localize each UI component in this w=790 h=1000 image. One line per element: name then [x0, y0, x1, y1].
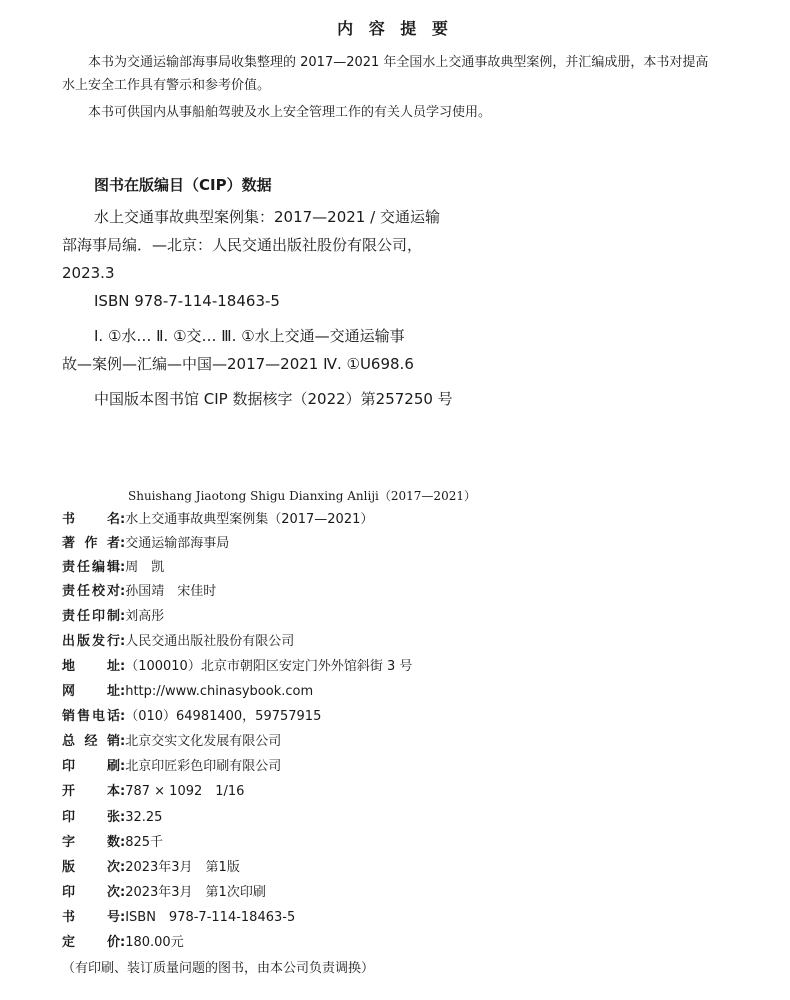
cip-class-line-1: Ⅰ. ①水… Ⅱ. ①交… Ⅲ. ①水上交通—交通运输事 [94, 327, 405, 345]
row-label: 书号 [62, 910, 120, 925]
row-value: 人民交通出版社股份有限公司 [125, 634, 295, 649]
row-label: 责任印制 [62, 609, 120, 624]
cip-line-2: 部海事局编．—北京：人民交通出版社股份有限公司， [62, 236, 423, 254]
cip-isbn: ISBN 978-7-114-18463-5 [94, 292, 280, 310]
row-value: 2023年3月 第1版 [125, 860, 240, 875]
row-label: 字数 [62, 835, 120, 850]
row-label: 印次 [62, 885, 120, 900]
row-label: 总经销 [62, 734, 120, 749]
colophon-row-format: 开本:787 × 1092 1/16 [62, 782, 244, 802]
cip-record-number: 中国版本图书馆 CIP 数据核字（2022）第257250 号 [94, 390, 453, 408]
row-value: 交通运输部海事局 [125, 536, 230, 551]
colophon-row-editor: 责任编辑:周 凯 [62, 558, 164, 578]
colophon-row-impression: 印次:2023年3月 第1次印刷 [62, 883, 266, 903]
row-label: 销售电话 [62, 709, 120, 724]
row-label: 印刷 [62, 759, 120, 774]
colophon-row-author: 著作者:交通运输部海事局 [62, 534, 229, 554]
row-value: 2023年3月 第1次印刷 [125, 885, 266, 900]
summary-paragraph-2: 本书可供国内从事船舶驾驶及水上安全管理工作的有关人员学习使用。 [88, 105, 492, 120]
row-label: 网址 [62, 684, 120, 699]
summary-title: 内 容 提 要 [337, 19, 453, 38]
summary-paragraph-1-line-1: 本书为交通运输部海事局收集整理的 2017—2021 年全国水上交通事故典型案例，并汇编成册，本书对提高 [88, 55, 709, 70]
colophon-row-publisher: 出版发行:人民交通出版社股份有限公司 [62, 632, 294, 652]
summary-paragraph-1-line-2: 水上安全工作具有警示和参考价值。 [62, 78, 271, 93]
colophon-row-price: 定价:180.00元 [62, 933, 184, 953]
row-value: ISBN 978-7-114-18463-5 [125, 910, 296, 925]
row-label: 责任校对 [62, 584, 120, 599]
colophon-row-edition: 版次:2023年3月 第1版 [62, 858, 240, 878]
row-label: 版次 [62, 860, 120, 875]
colophon-row-sales-phone: 销售电话:（010）64981400，59757915 [62, 707, 321, 727]
row-label: 责任编辑 [62, 560, 120, 575]
colophon-row-word-count: 字数:825千 [62, 833, 163, 853]
row-value: 北京交实文化发展有限公司 [125, 734, 282, 749]
row-value: 180.00元 [125, 935, 184, 950]
row-value: 孙国靖 宋佳时 [125, 584, 217, 599]
colophon-row-book-number: 书号:ISBN 978-7-114-18463-5 [62, 908, 295, 928]
row-value: 刘高彤 [125, 609, 165, 624]
colophon-row-address: 地址:（100010）北京市朝阳区安定门外外馆斜街 3 号 [62, 657, 412, 677]
colophon-row-print-supervisor: 责任印制:刘高彤 [62, 607, 164, 627]
row-value: 787 × 1092 1/16 [125, 784, 245, 799]
cip-class-line-2: 故—案例—汇编—中国—2017—2021 Ⅳ. ①U698.6 [62, 355, 414, 373]
row-label: 出版发行 [62, 634, 120, 649]
colophon-row-proofreader: 责任校对:孙国靖 宋佳时 [62, 582, 216, 602]
colophon-row-website: 网址:http://www.chinasybook.com [62, 682, 313, 702]
pinyin-title: Shuishang Jiaotong Shigu Dianxing Anliji（2017—2021） [128, 489, 476, 503]
row-label: 地址 [62, 659, 120, 674]
row-label: 著作者 [62, 536, 120, 551]
colophon-row-distributor: 总经销:北京交实文化发展有限公司 [62, 732, 281, 752]
row-value: 水上交通事故典型案例集（2017—2021） [125, 512, 374, 527]
row-value: 北京印匠彩色印刷有限公司 [125, 759, 282, 774]
colophon-row-printer: 印刷:北京印匠彩色印刷有限公司 [62, 757, 281, 777]
row-label: 定价 [62, 935, 120, 950]
colophon-row-sheets: 印张:32.25 [62, 808, 162, 828]
cip-heading: 图书在版编目（CIP）数据 [94, 176, 272, 194]
row-value: http://www.chinasybook.com [125, 684, 314, 699]
row-value: （100010）北京市朝阳区安定门外外馆斜街 3 号 [125, 659, 413, 674]
quality-note: （有印刷、装订质量问题的图书，由本公司负责调换） [62, 961, 375, 976]
row-value: 周 凯 [125, 560, 165, 575]
row-label: 印张 [62, 810, 120, 825]
cip-line-3: 2023.3 [62, 264, 115, 282]
cip-line-1: 水上交通事故典型案例集：2017—2021 / 交通运输 [94, 208, 440, 226]
colophon-row-title: 书名:水上交通事故典型案例集（2017—2021） [62, 510, 373, 530]
row-label: 开本 [62, 784, 120, 799]
row-value: 32.25 [125, 810, 163, 825]
row-value: （010）64981400，59757915 [125, 709, 322, 724]
row-value: 825千 [125, 835, 164, 850]
row-label: 书名 [62, 512, 120, 527]
